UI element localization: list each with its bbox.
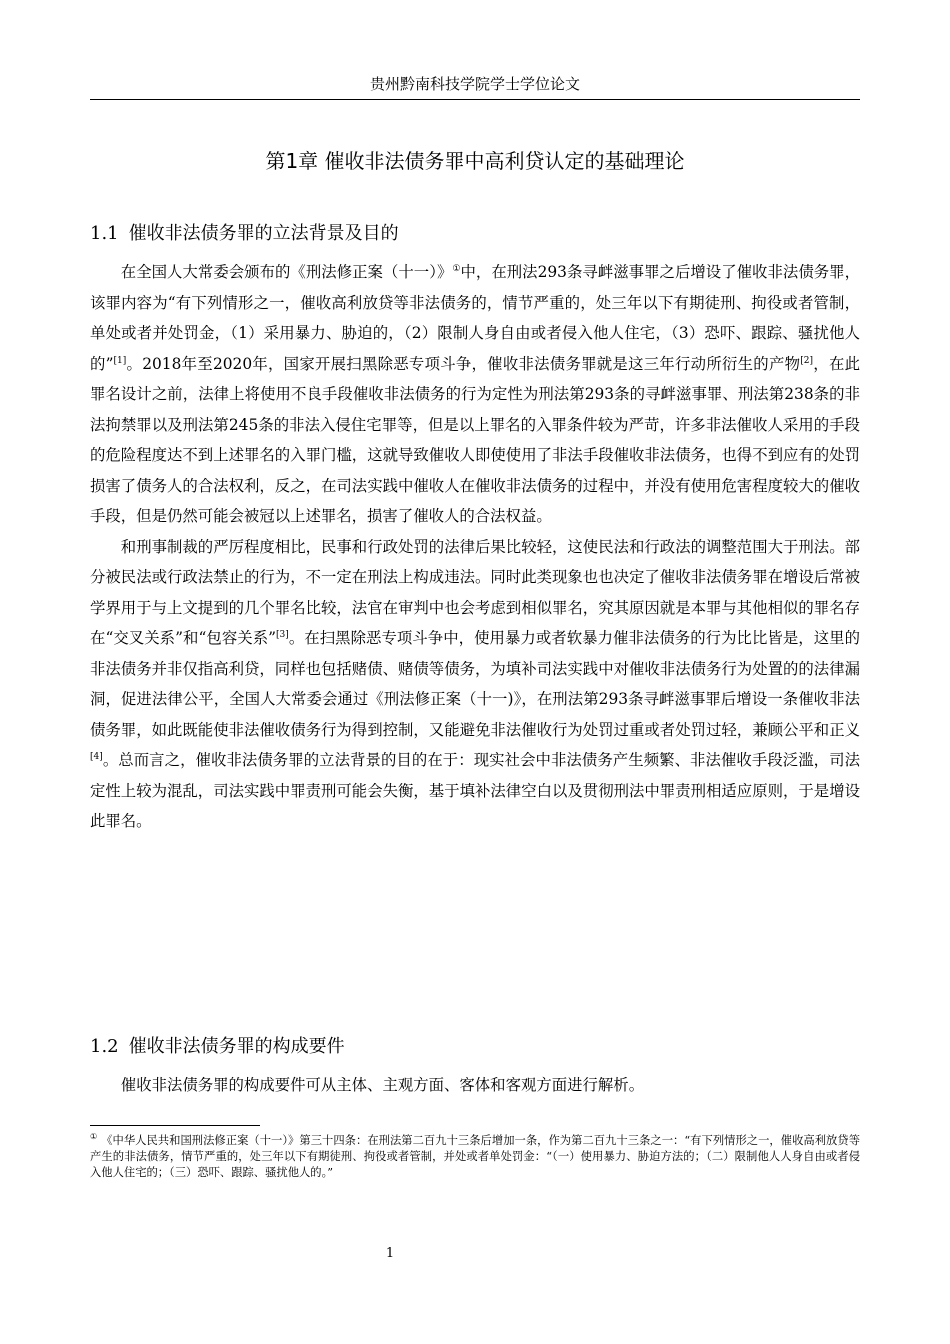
section-1-1-body <box>90 257 860 837</box>
citation-marker: [3] <box>276 629 289 640</box>
footnote-rule <box>90 1125 260 1126</box>
text-run: 在全国人大常委会颁布的《刑法修正案（十一）》 <box>120 263 453 281</box>
section-heading-1-2 <box>90 1034 860 1060</box>
citation-marker: [4] <box>90 751 103 762</box>
page-number: 1 <box>385 1246 395 1261</box>
section-title: 催收非法债务罪的构成要件 <box>128 1036 345 1057</box>
text-run: ，在此罪名设计之前，法律上将使用不良手段催收非法债务的行为定性为刑法第293条的寻衅滋事罪、刑法第238条的非法拘禁罪以及刑法第245条的非法入侵住宅罪等，但是以上罪名的入罪条件较为严苛，许多非法催收人采用的手段的危险程度达不到上述罪名的入罪门槛，这就导致催收人即使使用了非法手段催收非法债务，也得不到应有的处罚损害了债务人的合法权利，反之，在司法实践中催收人在催收非法债务的过程中，并没有使用危害程度较大的催收手段，但是仍然可能会被冠以上述罪名，损害了催收人的合法权益。 <box>90 354 860 525</box>
text-run: 中，在刑法293条寻衅滋事罪之后增设了催收非法债务罪，该罪内容为“有下列情形之一，催收高利放贷等非法债务的，情节严重的，处三年以下有期徒刑、拘役或者管制，单处或者并处罚金，（1）采用暴力、胁迫的，（2）限制人身自由或者侵入他人住宅，（3）恐吓、跟踪、骚扰他人的” <box>90 263 860 373</box>
footnote-marker: ① <box>90 1132 98 1142</box>
citation-marker: [1] <box>113 355 127 366</box>
section-number: 1.1 <box>90 223 119 244</box>
text-run: 。2018年至2020年，国家开展扫黑除恶专项斗争，催收非法债务罪就是这三年行动所衍生的产物 <box>126 354 801 373</box>
text-run: 。在扫黑除恶专项斗争中，使用暴力或者软暴力催非法债务的行为比比皆是，这里的非法债务并非仅指高利贷，同样也包括赌债、赌债等债务，为填补司法实践中对催收非法债务行为处置的的法律漏洞，促进法律公平，全国人大常委会通过《刑法修正案（十一)》，在刑法第293条寻衅滋事罪后增设一条催收非法债务罪，如此既能使非法催收债务行为得到控制，又能避免非法催收行为处罚过重或者处罚过轻，兼顾公平和正义 <box>90 629 860 739</box>
section-1-2-body <box>90 1070 860 1101</box>
citation-marker: [2] <box>800 355 814 366</box>
text-run: 和刑事制裁的严厉程度相比，民事和行政处罚的法律后果比较轻，这使民法和行政法的调整范围大于刑法。部分被民法或行政法禁止的行为，不一定在刑法上构成违法。同时此类现象也也决定了催收非法债务罪在增设后常被学界用于与上文提到的几个罪名比较，法官在审判中也会考虑到相似罪名，究其原因就是本罪与其他相似的罪名存在“交叉关系”和“包容关系” <box>90 537 860 647</box>
paragraph <box>90 257 860 532</box>
running-header: 贵州黔南科技学院学士学位论文 <box>369 75 580 93</box>
header-rule <box>90 99 860 100</box>
chapter-title: 第1章 催收非法债务罪中高利贷认定的基础理论 <box>265 149 685 173</box>
citation-marker: ① <box>452 263 461 274</box>
footnote-text: 《中华人民共和国刑法修正案（十一）》第三十四条：在刑法第二百九十三条后增加一条，作为第二百九十三条之一：“有下列情形之一，催收高利放贷等产生的非法债务，情节严重的，处三年以下有期徒刑、拘役或者管制，并处或者单处罚金：“（一）使用暴力、胁迫方法的；（二）限制他人人身自由或者侵入他人住宅的；（三）恐吓、跟踪、骚扰他人的。” <box>90 1134 860 1179</box>
section-heading-1-1 <box>90 221 860 247</box>
section-title: 催收非法债务罪的立法背景及目的 <box>128 223 399 244</box>
paragraph <box>90 532 860 837</box>
text-run: 。总而言之，催收非法债务罪的立法背景的目的在于：现实社会中非法债务产生频繁、非法催收手段泛滥，司法定性上较为混乱，司法实践中罪责刑可能会失衡，基于填补法律空白以及贯彻刑法中罪责刑相适应原则，于是增设此罪名。 <box>90 751 860 830</box>
footnote <box>90 1133 860 1181</box>
paragraph: 催收非法债务罪的构成要件可从主体、主观方面、客体和客观方面进行解析。 <box>120 1076 645 1094</box>
section-number: 1.2 <box>90 1036 119 1057</box>
